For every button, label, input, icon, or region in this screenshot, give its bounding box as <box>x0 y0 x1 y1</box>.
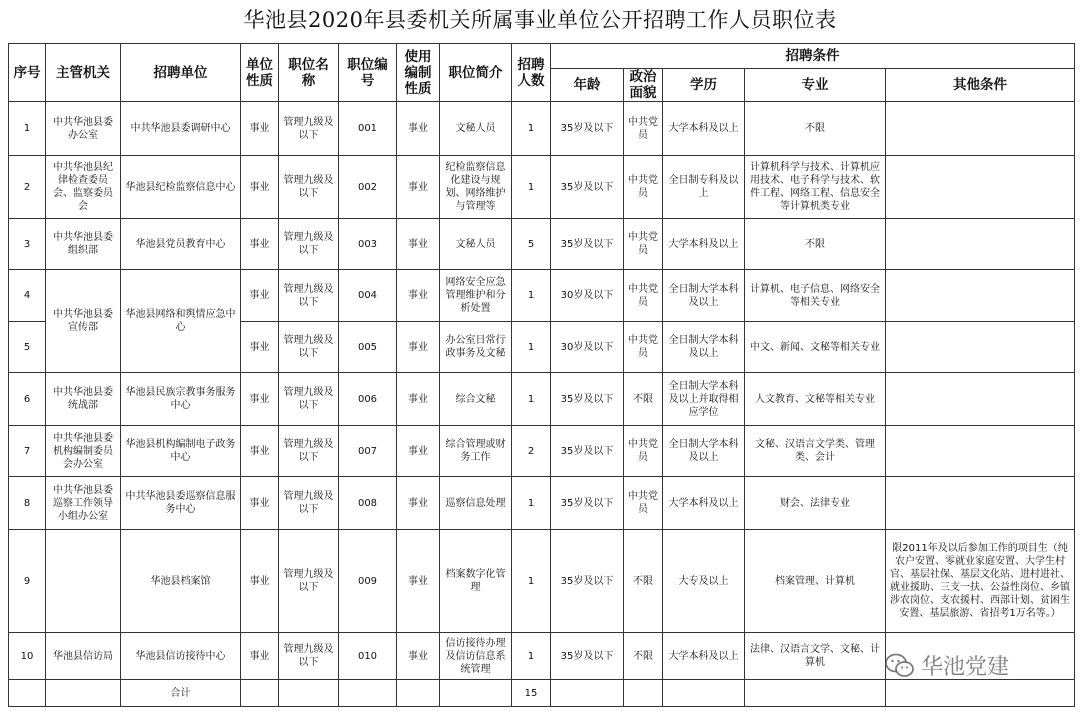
cell-nature: 事业 <box>241 633 279 680</box>
cell-major: 计算机、电子信息、网络安全等相关专业 <box>745 270 886 322</box>
cell-count: 1 <box>512 633 551 680</box>
col-header-conditions: 招聘条件 <box>551 44 1075 69</box>
cell-post: 管理九级及以下 <box>279 102 339 156</box>
cell-code: 001 <box>339 102 397 156</box>
cell-code: 010 <box>339 633 397 680</box>
table-row <box>9 219 1075 270</box>
cell-politics: 不限 <box>624 633 663 680</box>
cell-unit: 华池县档案馆 <box>121 530 241 633</box>
cell-major: 档案管理、计算机 <box>745 530 886 633</box>
cell-post: 管理九级及以下 <box>279 219 339 270</box>
cell-edu: 大学本科及以上 <box>663 219 745 270</box>
cell-staff: 事业 <box>397 426 440 477</box>
cell-code: 008 <box>339 477 397 530</box>
cell-age: 35岁及以下 <box>551 156 624 219</box>
cell-staff: 事业 <box>397 219 440 270</box>
cell-staff: 事业 <box>397 530 440 633</box>
cell-dept: 华池县信访局 <box>46 633 121 680</box>
col-header-age: 年龄 <box>551 69 624 102</box>
table-row <box>9 373 1075 426</box>
cell-seq: 9 <box>9 530 46 633</box>
cell-code: 003 <box>339 219 397 270</box>
cell-edu: 全日制大学本科及以上并取得相应学位 <box>663 373 745 426</box>
cell-edu: 大学本科及以上 <box>663 633 745 680</box>
cell-politics: 中共党员 <box>624 477 663 530</box>
cell-politics: 中共党员 <box>624 156 663 219</box>
total-cell-empty <box>46 680 121 707</box>
table-row <box>9 102 1075 156</box>
cell-other <box>886 322 1075 373</box>
cell-other <box>886 156 1075 219</box>
cell-dept <box>46 530 121 633</box>
cell-post: 管理九级及以下 <box>279 322 339 373</box>
cell-nature: 事业 <box>241 530 279 633</box>
cell-code: 009 <box>339 530 397 633</box>
cell-nature: 事业 <box>241 156 279 219</box>
cell-nature: 事业 <box>241 102 279 156</box>
cell-staff: 事业 <box>397 373 440 426</box>
watermark <box>885 650 1009 681</box>
cell-post: 管理九级及以下 <box>279 270 339 322</box>
cell-desc: 巡察信息处理 <box>440 477 512 530</box>
page-title: 华池县2020年县委机关所属事业单位公开招聘工作人员职位表 <box>243 8 837 32</box>
cell-other <box>886 373 1075 426</box>
cell-age: 35岁及以下 <box>551 102 624 156</box>
wechat-icon <box>885 653 915 679</box>
col-header-nature: 单位性质 <box>241 44 279 102</box>
cell-dept: 中共华池县委组织部 <box>46 219 121 270</box>
cell-other <box>886 426 1075 477</box>
cell-count: 1 <box>512 102 551 156</box>
cell-seq: 7 <box>9 426 46 477</box>
table-row <box>9 530 1075 633</box>
col-header-desc: 职位简介 <box>440 44 512 102</box>
cell-staff: 事业 <box>397 633 440 680</box>
cell-staff: 事业 <box>397 102 440 156</box>
cell-major: 法律、汉语言文学、文秘、计算机 <box>745 633 886 680</box>
cell-nature: 事业 <box>241 477 279 530</box>
cell-age: 35岁及以下 <box>551 219 624 270</box>
cell-seq: 5 <box>9 322 46 373</box>
cell-nature: 事业 <box>241 270 279 322</box>
cell-age: 30岁及以下 <box>551 270 624 322</box>
cell-seq: 10 <box>9 633 46 680</box>
cell-count: 1 <box>512 373 551 426</box>
cell-desc: 文秘人员 <box>440 219 512 270</box>
cell-dept: 中共华池县委统战部 <box>46 373 121 426</box>
cell-desc: 纪检监察信息化建设与规划、网络维护与管理等 <box>440 156 512 219</box>
header-row-1 <box>9 44 1075 69</box>
total-cell-empty <box>551 680 624 707</box>
total-cell-empty <box>241 680 279 707</box>
cell-seq: 1 <box>9 102 46 156</box>
cell-desc: 综合管理或财务工作 <box>440 426 512 477</box>
cell-desc: 办公室日常行政事务及文秘 <box>440 322 512 373</box>
cell-seq: 3 <box>9 219 46 270</box>
cell-major: 财会、法律专业 <box>745 477 886 530</box>
col-header-other: 其他条件 <box>886 69 1075 102</box>
cell-staff: 事业 <box>397 477 440 530</box>
cell-unit: 华池县网络和舆情应急中心 <box>121 270 241 373</box>
table-row <box>9 270 1075 322</box>
cell-edu: 大专及以上 <box>663 530 745 633</box>
cell-other <box>886 102 1075 156</box>
cell-code: 004 <box>339 270 397 322</box>
cell-post: 管理九级及以下 <box>279 426 339 477</box>
total-row <box>9 680 1075 707</box>
cell-count: 1 <box>512 322 551 373</box>
col-header-seq: 序号 <box>9 44 46 102</box>
cell-dept: 中共华池县纪律检查委员会、监察委员会 <box>46 156 121 219</box>
cell-major: 文秘、汉语言文学类、管理类、会计 <box>745 426 886 477</box>
cell-edu: 全日制大学本科及以上 <box>663 322 745 373</box>
total-cell-empty <box>279 680 339 707</box>
cell-unit: 华池县党员教育中心 <box>121 219 241 270</box>
cell-nature: 事业 <box>241 373 279 426</box>
cell-age: 35岁及以下 <box>551 633 624 680</box>
col-header-code: 职位编号 <box>339 44 397 102</box>
table-row <box>9 156 1075 219</box>
cell-nature: 事业 <box>241 426 279 477</box>
table-row <box>9 477 1075 530</box>
col-header-politics: 政治面貌 <box>624 69 663 102</box>
cell-dept: 中共华池县委巡察工作领导小组办公室 <box>46 477 121 530</box>
total-cell-empty <box>663 680 745 707</box>
total-count: 15 <box>512 680 551 707</box>
cell-post: 管理九级及以下 <box>279 373 339 426</box>
cell-unit: 华池县信访接待中心 <box>121 633 241 680</box>
cell-post: 管理九级及以下 <box>279 156 339 219</box>
cell-nature: 事业 <box>241 219 279 270</box>
cell-other <box>886 477 1075 530</box>
table-row <box>9 426 1075 477</box>
cell-politics: 中共党员 <box>624 322 663 373</box>
cell-major: 人文教育、文秘等相关专业 <box>745 373 886 426</box>
cell-count: 1 <box>512 270 551 322</box>
col-header-unit: 招聘单位 <box>121 44 241 102</box>
cell-dept: 中共华池县委办公室 <box>46 102 121 156</box>
total-cell-empty <box>397 680 440 707</box>
cell-politics: 不限 <box>624 530 663 633</box>
col-header-major: 专业 <box>745 69 886 102</box>
cell-unit: 中共华池县委调研中心 <box>121 102 241 156</box>
cell-code: 006 <box>339 373 397 426</box>
cell-politics: 中共党员 <box>624 270 663 322</box>
cell-post: 管理九级及以下 <box>279 530 339 633</box>
cell-desc: 档案数字化管理 <box>440 530 512 633</box>
cell-age: 35岁及以下 <box>551 530 624 633</box>
cell-edu: 全日制大学本科及以上 <box>663 270 745 322</box>
total-cell-empty <box>745 680 886 707</box>
cell-edu: 大学本科及以上 <box>663 102 745 156</box>
cell-edu: 全日制大学本科及以上 <box>663 426 745 477</box>
cell-count: 1 <box>512 530 551 633</box>
cell-politics: 中共党员 <box>624 426 663 477</box>
cell-seq: 4 <box>9 270 46 322</box>
cell-other <box>886 270 1075 322</box>
total-label: 合计 <box>121 680 241 707</box>
cell-politics: 中共党员 <box>624 219 663 270</box>
cell-count: 1 <box>512 477 551 530</box>
cell-seq: 6 <box>9 373 46 426</box>
cell-unit: 中共华池县委巡察信息服务中心 <box>121 477 241 530</box>
cell-staff: 事业 <box>397 270 440 322</box>
cell-politics: 中共党员 <box>624 102 663 156</box>
cell-seq: 2 <box>9 156 46 219</box>
cell-staff: 事业 <box>397 156 440 219</box>
cell-code: 007 <box>339 426 397 477</box>
cell-nature: 事业 <box>241 322 279 373</box>
col-header-staff: 使用编制性质 <box>397 44 440 102</box>
cell-age: 35岁及以下 <box>551 426 624 477</box>
cell-desc: 信访接待办理及信访信息系统管理 <box>440 633 512 680</box>
col-header-post: 职位名称 <box>279 44 339 102</box>
total-cell-empty <box>9 680 46 707</box>
cell-dept: 中共华池县委宣传部 <box>46 270 121 373</box>
cell-post: 管理九级及以下 <box>279 633 339 680</box>
cell-edu: 全日制专科及以上 <box>663 156 745 219</box>
cell-other <box>886 219 1075 270</box>
cell-age: 35岁及以下 <box>551 373 624 426</box>
cell-unit: 华池县民族宗教事务服务中心 <box>121 373 241 426</box>
cell-count: 1 <box>512 156 551 219</box>
col-header-count: 招聘人数 <box>512 44 551 102</box>
cell-staff: 事业 <box>397 322 440 373</box>
cell-code: 005 <box>339 322 397 373</box>
cell-unit: 华池县纪检监察信息中心 <box>121 156 241 219</box>
total-cell-empty <box>440 680 512 707</box>
cell-count: 2 <box>512 426 551 477</box>
cell-major: 不限 <box>745 102 886 156</box>
total-cell-empty <box>339 680 397 707</box>
col-header-edu: 学历 <box>663 69 745 102</box>
cell-major: 中文、新闻、文秘等相关专业 <box>745 322 886 373</box>
cell-code: 002 <box>339 156 397 219</box>
cell-edu: 大学本科及以上 <box>663 477 745 530</box>
col-header-dept: 主管机关 <box>46 44 121 102</box>
cell-desc: 文秘人员 <box>440 102 512 156</box>
cell-politics: 不限 <box>624 373 663 426</box>
cell-count: 5 <box>512 219 551 270</box>
total-cell-empty <box>886 680 1075 707</box>
total-cell-empty <box>624 680 663 707</box>
cell-major: 不限 <box>745 219 886 270</box>
cell-dept: 中共华池县委机构编制委员会办公室 <box>46 426 121 477</box>
cell-seq: 8 <box>9 477 46 530</box>
cell-other: 限2011年及以后参加工作的项目生（纯农户安置、零就业家庭安置、大学生村官、基层社保、基层文化站、进村进社、就业援助、三支一扶、公益性岗位、乡镇涉农岗位、支农援村、西部计划、贫困生安置、基层旅游、省招考1万名等。） <box>886 530 1075 633</box>
watermark-text: 华池党建 <box>921 655 1010 680</box>
cell-unit: 华池县机构编制电子政务中心 <box>121 426 241 477</box>
cell-age: 35岁及以下 <box>551 477 624 530</box>
cell-desc: 网络安全应急管理维护和分析处置 <box>440 270 512 322</box>
cell-desc: 综合文秘 <box>440 373 512 426</box>
cell-major: 计算机科学与技术、计算机应用技术、电子科学与技术、软件工程、网络工程、信息安全等计算机类专业 <box>745 156 886 219</box>
cell-post: 管理九级及以下 <box>279 477 339 530</box>
positions-table <box>8 43 1075 707</box>
cell-age: 30岁及以下 <box>551 322 624 373</box>
